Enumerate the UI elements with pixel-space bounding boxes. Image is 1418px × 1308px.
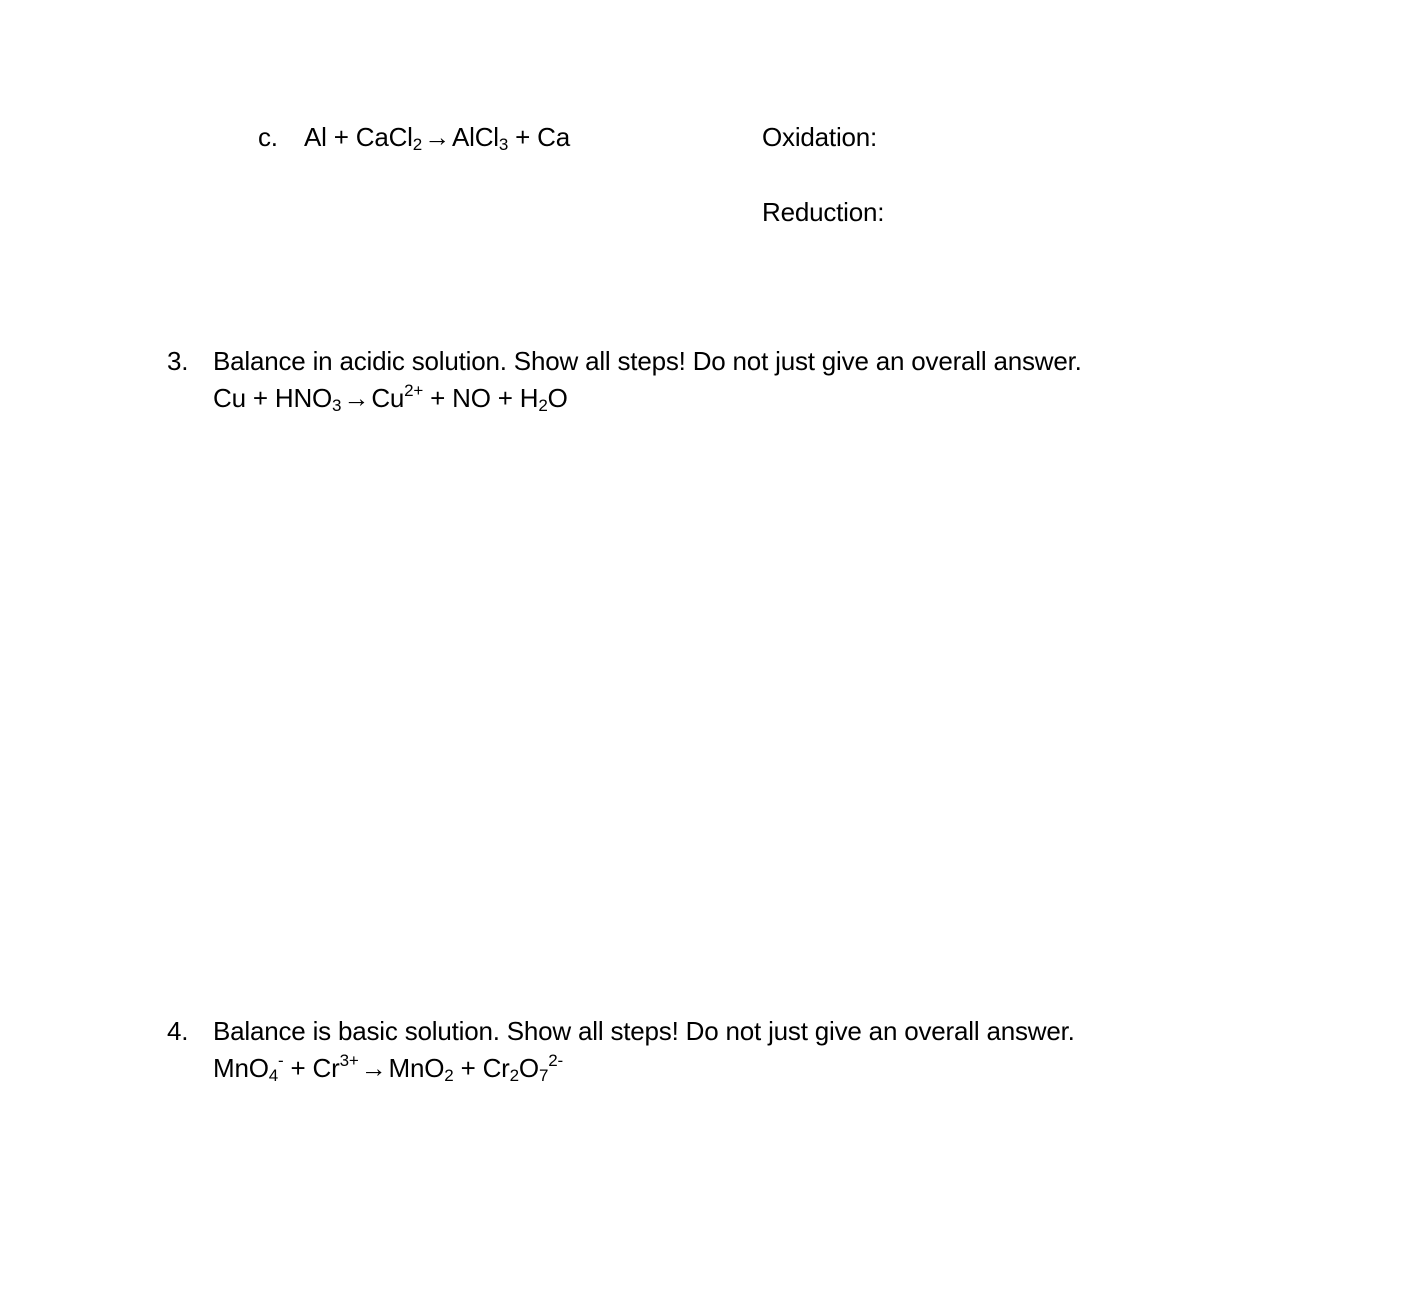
reduction-label: Reduction: xyxy=(762,197,885,227)
equation-text: MnO xyxy=(388,1053,445,1083)
equation-subscript: 2 xyxy=(509,1066,519,1085)
equation-text: O xyxy=(518,1053,539,1083)
equation-subscript: 3 xyxy=(332,396,342,415)
part-c-equation xyxy=(304,121,570,153)
equation-text: Al + CaCl xyxy=(304,122,413,152)
equation-text: + Cr xyxy=(453,1053,510,1083)
equation-superscript: 2+ xyxy=(404,381,424,400)
equation-subscript: 7 xyxy=(538,1066,549,1085)
oxidation-label: Oxidation: xyxy=(762,122,878,152)
equation-text: Cu + HNO xyxy=(213,383,333,413)
question-4-equation xyxy=(213,1052,563,1084)
question-3-prompt: Balance in acidic solution. Show all steps! Do not just give an overall answer. xyxy=(213,346,1082,376)
question-3-number: 3. xyxy=(167,346,189,376)
equation-text: Cu xyxy=(371,383,405,413)
equation-text: AlCl xyxy=(452,122,499,152)
equation-text: MnO xyxy=(213,1053,269,1083)
reaction-arrow-icon: → xyxy=(424,122,450,152)
question-3-equation xyxy=(213,382,568,414)
equation-subscript: 3 xyxy=(498,135,509,154)
equation-subscript: 2 xyxy=(412,135,423,154)
equation-subscript: 4 xyxy=(268,1066,279,1085)
equation-superscript: 2- xyxy=(548,1051,563,1070)
equation-subscript: 2 xyxy=(444,1066,454,1085)
question-4-number: 4. xyxy=(167,1016,189,1046)
equation-superscript: - xyxy=(278,1051,284,1070)
equation-text: O xyxy=(547,383,568,413)
equation-subscript: 2 xyxy=(538,396,548,415)
equation-text: + NO + H xyxy=(423,383,539,413)
equation-text: + Cr xyxy=(283,1053,340,1083)
reaction-arrow-icon: → xyxy=(343,383,370,413)
part-c-label: c. xyxy=(258,122,278,152)
reaction-arrow-icon: → xyxy=(360,1053,387,1083)
question-4-prompt: Balance is basic solution. Show all steps! Do not just give an overall answer. xyxy=(213,1016,1075,1046)
equation-text: + Ca xyxy=(508,122,571,152)
equation-superscript: 3+ xyxy=(339,1051,359,1070)
